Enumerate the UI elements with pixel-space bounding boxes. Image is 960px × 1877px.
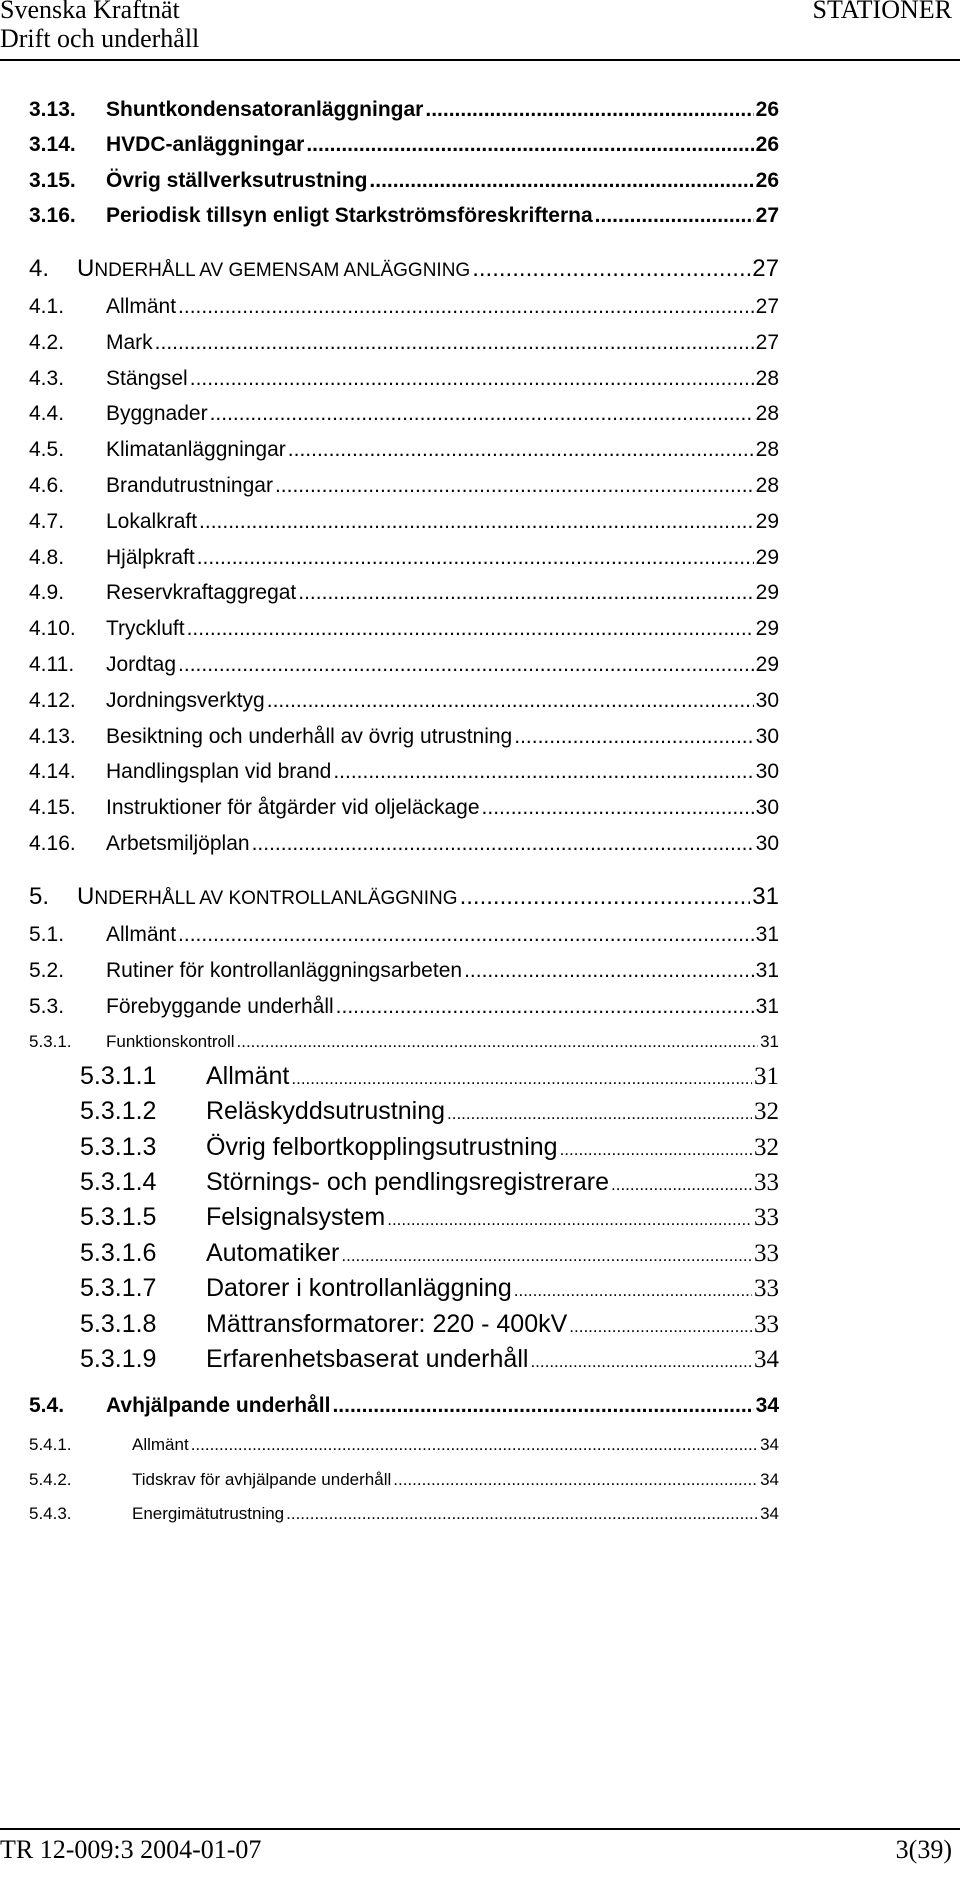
toc-entry[interactable]	[29, 958, 779, 984]
toc-leader-dots	[482, 795, 754, 821]
header-rule	[0, 59, 960, 61]
toc-entry-page: 30	[755, 796, 779, 819]
toc-entry-number: 4.6.	[29, 474, 65, 497]
toc-entry-number: 5.3.1.7	[80, 1274, 157, 1302]
toc-entry-title: Stängsel	[106, 367, 188, 390]
toc-leader-dots	[199, 509, 754, 535]
toc-entry[interactable]	[29, 294, 779, 320]
toc-entry[interactable]	[80, 1061, 779, 1094]
toc-leader-dots	[336, 994, 754, 1020]
toc-entry-page: 34	[760, 1504, 779, 1523]
toc-entry-page: 27	[755, 331, 779, 354]
toc-entry-title: Avhjälpande underhåll	[106, 1394, 331, 1417]
toc-entry-title: Periodisk tillsyn enligt Starkströmsföreskrifterna	[106, 204, 593, 227]
toc-entry-page: 31	[760, 1032, 779, 1051]
toc-entry-number: 5.1.	[29, 923, 65, 946]
toc-entry[interactable]	[29, 759, 779, 785]
toc-leader-dots	[191, 1434, 758, 1456]
footer-page-number: 3(39)	[895, 1835, 952, 1864]
toc-entry-number: 5.4.	[29, 1394, 65, 1417]
toc-leader-dots	[275, 473, 754, 499]
toc-entry-page: 31	[755, 959, 779, 982]
toc-entry-number: 5.3.1.3	[80, 1133, 157, 1161]
toc-leader-dots	[252, 831, 754, 857]
toc-entry-number: 4.11.	[29, 653, 75, 676]
toc-leader-dots	[178, 294, 754, 320]
toc-leader-dots	[298, 580, 753, 606]
toc-entry-page: 28	[755, 438, 779, 461]
toc-leader-dots	[178, 922, 754, 948]
toc-leader-dots	[291, 1064, 752, 1094]
toc-entry-page: 28	[755, 474, 779, 497]
toc-entry-title: Felsignalsystem	[206, 1203, 386, 1231]
toc-entry-number: 5.4.3.	[29, 1504, 72, 1523]
toc-entry-title: Shuntkondensatoranläggningar	[106, 98, 424, 121]
toc-entry-title: Rutiner för kontrollanläggningsarbeten	[106, 959, 463, 982]
footer-rule	[0, 1828, 960, 1830]
toc-entry[interactable]	[29, 437, 779, 463]
toc-leader-dots	[197, 545, 754, 571]
toc-entry-title: Mättransformatorer: 220 - 400kV	[206, 1310, 568, 1338]
toc-entry-title: Datorer i kontrollanläggning	[206, 1274, 512, 1302]
toc-leader-dots	[393, 1469, 758, 1491]
toc-leader-dots	[288, 437, 754, 463]
toc-entry-page: 26	[755, 133, 779, 156]
toc-entry-number: 4.7.	[29, 510, 65, 533]
toc-leader-dots	[237, 1031, 759, 1053]
toc-entry-title: Tidskrav för avhjälpande underhåll	[132, 1470, 392, 1489]
toc-entry-page: 31	[752, 883, 779, 910]
toc-entry-title: Övrig ställverksutrustning	[106, 169, 368, 192]
toc-entry-number: 5.4.1.	[29, 1435, 72, 1454]
toc-entry[interactable]	[29, 580, 779, 606]
header-section: STATIONER	[812, 0, 952, 24]
toc-entry-number: 4.10.	[29, 617, 76, 640]
toc-leader-dots	[560, 1135, 752, 1165]
toc-entry[interactable]	[29, 688, 779, 714]
toc-entry[interactable]	[29, 401, 779, 427]
toc-entry[interactable]	[29, 831, 779, 857]
toc-entry-title: Byggnader	[106, 402, 208, 425]
toc-entry[interactable]	[29, 366, 779, 392]
toc-entry-title: Allmänt	[106, 923, 177, 946]
toc-entry-page: 30	[755, 689, 779, 712]
toc-entry[interactable]	[29, 795, 779, 821]
toc-entry[interactable]	[29, 97, 779, 123]
toc-entry-page: 30	[755, 832, 779, 855]
toc-entry[interactable]	[29, 724, 779, 750]
toc-entry-number: 4.1.	[29, 295, 65, 318]
toc-leader-dots	[595, 203, 754, 229]
toc-entry-page: 27	[755, 295, 779, 318]
toc-entry-title: Reservkraftaggregat	[106, 581, 297, 604]
toc-entry[interactable]	[29, 652, 779, 678]
toc-entry-page: 34	[760, 1470, 779, 1489]
toc-entry-page: 33	[754, 1275, 779, 1302]
toc-leader-dots	[178, 652, 754, 678]
toc-entry-number: 4.14.	[29, 760, 76, 783]
toc-leader-dots	[514, 1276, 752, 1306]
toc-leader-dots	[210, 401, 754, 427]
toc-entry-page: 26	[755, 98, 779, 121]
toc-entry-number: 4.3.	[29, 367, 65, 390]
toc-entry[interactable]	[80, 1132, 779, 1165]
toc-leader-dots	[333, 759, 753, 785]
toc-leader-dots	[460, 883, 751, 911]
toc-entry-title: Funktionskontroll	[106, 1032, 235, 1051]
toc-entry[interactable]	[80, 1167, 779, 1200]
toc-entry-number: 5.3.	[29, 995, 65, 1018]
toc-entry-number: 3.15.	[29, 169, 76, 192]
toc-entry-page: 30	[755, 760, 779, 783]
toc-entry-page: 28	[755, 367, 779, 390]
footer-doc-ref: TR 12-009:3 2004-01-07	[0, 1835, 262, 1864]
toc-entry-number: 4.5.	[29, 438, 65, 461]
toc-entry-number: 5.3.1.1	[80, 1062, 157, 1090]
toc-entry-title: Hjälpkraft	[106, 546, 195, 569]
toc-entry-page: 28	[755, 402, 779, 425]
toc-entry-number: 4.15.	[29, 796, 76, 819]
toc-entry-title: Arbetsmiljöplan	[106, 832, 250, 855]
toc-leader-dots	[341, 1241, 752, 1271]
toc-entry-page: 34	[760, 1435, 779, 1454]
toc-leader-dots	[611, 1170, 752, 1200]
toc-entry[interactable]	[29, 1031, 779, 1053]
toc-entry-number: 3.14.	[29, 133, 76, 156]
toc-entry[interactable]	[29, 1503, 779, 1525]
toc-entry[interactable]	[29, 203, 779, 229]
toc-entry-number: 4.13.	[29, 725, 76, 748]
toc-entry-page: 29	[755, 510, 779, 533]
toc-leader-dots	[369, 168, 753, 194]
toc-entry-title: Störnings- och pendlingsregistrerare	[206, 1168, 609, 1196]
toc-entry-page: 29	[755, 653, 779, 676]
toc-entry[interactable]	[29, 473, 779, 499]
toc-entry-page: 34	[755, 1394, 779, 1417]
toc-entry[interactable]	[80, 1096, 779, 1129]
toc-entry-title: Reläskyddsutrustning	[206, 1097, 446, 1125]
toc-entry-page: 30	[755, 725, 779, 748]
toc-entry-title: Tryckluft	[106, 617, 185, 640]
toc-leader-dots	[286, 1503, 758, 1525]
toc-entry-title: Instruktioner för åtgärder vid oljeläckage	[106, 796, 480, 819]
toc-entry-number: 5.2.	[29, 959, 65, 982]
toc-entry-page: 32	[754, 1134, 779, 1161]
toc-entry[interactable]	[29, 168, 779, 194]
toc-entry-page: 33	[754, 1169, 779, 1196]
toc-entry[interactable]	[29, 132, 779, 158]
toc-leader-dots	[447, 1099, 752, 1129]
toc-entry-number: 4.4.	[29, 402, 65, 425]
toc-entry-title: Allmänt	[106, 295, 177, 318]
toc-entry-number: 4.16.	[29, 832, 76, 855]
toc-entry-page: 33	[754, 1204, 779, 1231]
toc-entry[interactable]	[80, 1344, 779, 1377]
toc-entry[interactable]	[29, 545, 779, 571]
toc-entry-page: 29	[755, 617, 779, 640]
toc-entry[interactable]	[29, 616, 779, 642]
toc-entry-title: UNDERHÅLL AV GEMENSAM ANLÄGGNING	[77, 255, 471, 282]
toc-entry-number: 3.16.	[29, 204, 76, 227]
toc-entry[interactable]	[80, 1273, 779, 1306]
toc-entry-number: 4.2.	[29, 331, 65, 354]
toc-leader-dots	[472, 255, 750, 283]
toc-entry-title: Klimatanläggningar	[106, 438, 286, 461]
toc-chapter-entry[interactable]	[29, 255, 779, 285]
toc-entry-title: Jordtag	[106, 653, 177, 676]
toc-entry[interactable]	[29, 509, 779, 535]
toc-entry-title: Övrig felbortkopplingsutrustning	[206, 1133, 558, 1161]
toc-entry-number: 5.3.1.9	[80, 1345, 157, 1373]
header-org: Svenska Kraftnät	[0, 0, 180, 24]
toc-entry-page: 31	[754, 1063, 779, 1090]
toc-entry-title: Lokalkraft	[106, 510, 198, 533]
toc-entry-title: Allmänt	[132, 1435, 189, 1454]
toc-leader-dots	[306, 132, 753, 158]
toc-entry[interactable]	[29, 330, 779, 356]
toc-entry-number: 5.4.2.	[29, 1470, 72, 1489]
toc-leader-dots	[569, 1312, 752, 1342]
toc-entry-title: UNDERHÅLL AV KONTROLLANLÄGGNING	[77, 883, 458, 910]
toc-entry[interactable]	[29, 1393, 779, 1419]
toc-leader-dots	[425, 97, 753, 123]
toc-entry-number: 5.3.1.6	[80, 1239, 157, 1267]
toc-chapter-entry[interactable]	[29, 883, 779, 913]
toc-leader-dots	[332, 1393, 753, 1419]
toc-entry-page: 33	[754, 1311, 779, 1338]
toc-entry-number: 4.12.	[29, 689, 76, 712]
toc-entry-title: Automatiker	[206, 1239, 340, 1267]
toc-entry-title: Erfarenhetsbaserat underhåll	[206, 1345, 529, 1373]
toc-leader-dots	[464, 958, 754, 984]
toc-entry-page: 32	[754, 1098, 779, 1125]
toc-entry-number: 4.9.	[29, 581, 65, 604]
toc-entry-title: Jordningsverktyg	[106, 689, 265, 712]
toc-entry-title: Handlingsplan vid brand	[106, 760, 332, 783]
toc-entry-page: 29	[755, 546, 779, 569]
toc-leader-dots	[387, 1205, 752, 1235]
toc-entry-page: 29	[755, 581, 779, 604]
toc-entry-number: 3.13.	[29, 98, 76, 121]
toc-entry-page: 27	[752, 255, 779, 282]
toc-entry-page: 31	[755, 995, 779, 1018]
toc-entry-page: 34	[754, 1346, 779, 1373]
toc-entry-number: 5.3.1.2	[80, 1097, 157, 1125]
toc-leader-dots	[514, 724, 753, 750]
toc-leader-dots	[190, 366, 754, 392]
toc-entry-title: HVDC-anläggningar	[106, 133, 305, 156]
toc-entry-title: Besiktning och underhåll av övrig utrustning	[106, 725, 513, 748]
toc-entry-title: Brandutrustningar	[106, 474, 273, 497]
toc-entry[interactable]	[80, 1202, 779, 1235]
toc-leader-dots	[187, 616, 754, 642]
toc-entry-number: 4.	[29, 255, 50, 282]
toc-entry-page: 33	[754, 1240, 779, 1267]
toc-entry[interactable]	[29, 1469, 779, 1491]
toc-entry-page: 27	[755, 204, 779, 227]
toc-leader-dots	[530, 1347, 752, 1377]
toc-entry[interactable]	[80, 1309, 779, 1342]
toc-entry-number: 5.3.1.	[29, 1032, 72, 1051]
toc-entry-number: 5.3.1.8	[80, 1310, 157, 1338]
toc-entry-title: Förebyggande underhåll	[106, 995, 334, 1018]
toc-entry-number: 5.	[29, 883, 50, 910]
toc-entry-page: 26	[755, 169, 779, 192]
toc-entry-title: Energimätutrustning	[132, 1504, 285, 1523]
toc-entry-number: 4.8.	[29, 546, 65, 569]
toc-leader-dots	[267, 688, 754, 714]
toc-entry-page: 31	[755, 923, 779, 946]
toc-entry[interactable]	[29, 1434, 779, 1456]
toc-entry-number: 5.3.1.4	[80, 1168, 157, 1196]
toc-entry[interactable]	[29, 994, 779, 1020]
toc-entry[interactable]	[80, 1238, 779, 1271]
toc-entry-title: Mark	[106, 331, 153, 354]
toc-leader-dots	[155, 330, 754, 356]
toc-entry-title: Allmänt	[206, 1062, 290, 1090]
toc-entry-number: 5.3.1.5	[80, 1203, 157, 1231]
header-subtitle: Drift och underhåll	[0, 24, 200, 53]
toc-entry[interactable]	[29, 922, 779, 948]
